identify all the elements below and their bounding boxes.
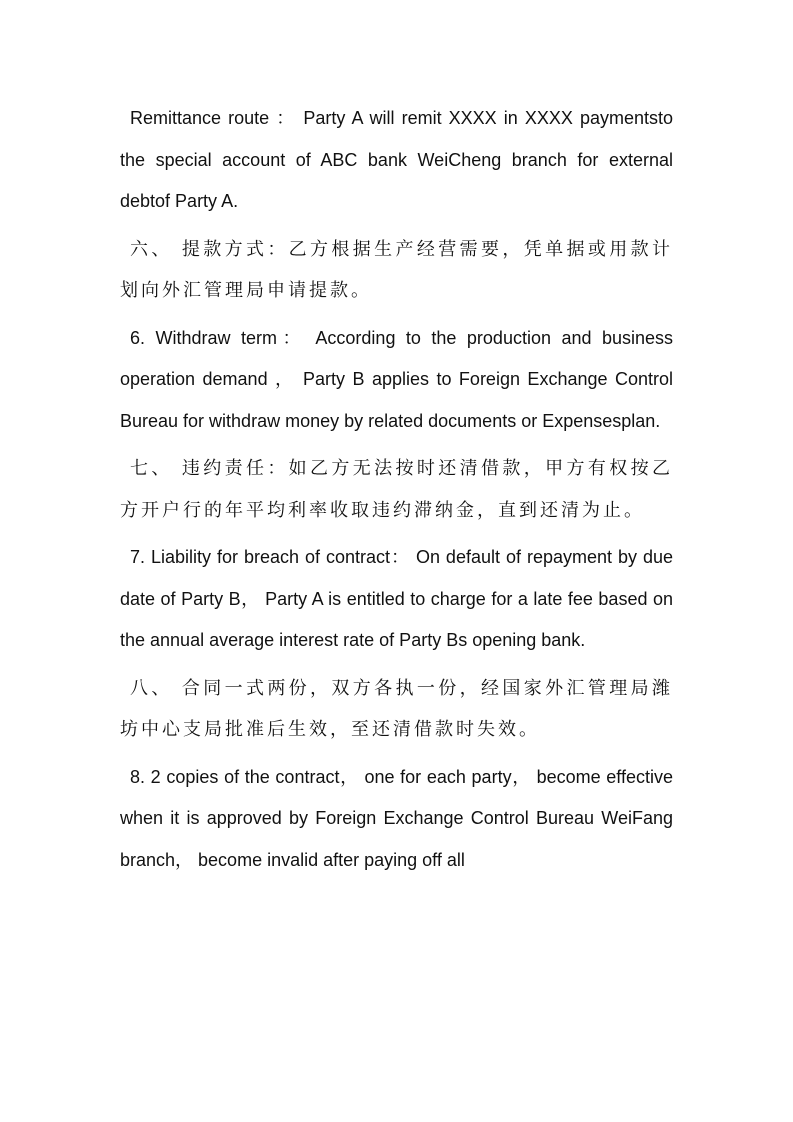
document-page	[120, 98, 673, 887]
contract-copies-paragraph-en: 8. 2 copies of the contract， one for each party， become effective when it is approved by Foreign Exchange Control Bureau WeiFang branch， become invalid after paying off all	[120, 766, 673, 870]
liability-paragraph-zh: 七、 违约责任：如乙方无法按时还清借款，甲方有权按乙方开户行的年平均利率收取违约滞纳金，直到还清为止。	[120, 458, 673, 521]
contract-copies-paragraph-zh: 八、 合同一式两份，双方各执一份，经国家外汇管理局潍坊中心支局批准后生效，至还清借款时失效。	[120, 677, 673, 740]
withdraw-term-paragraph-zh: 六、 提款方式：乙方根据生产经营需要，凭单据或用款计划向外汇管理局申请提款。	[120, 238, 673, 301]
remittance-route-paragraph: Remittance route ： Party A will remit XXXX in XXXX paymentsto the special account of ABC bank WeiCheng branch for external debtof Party A.	[120, 108, 673, 211]
liability-paragraph-en: 7. Liability for breach of contract： On default of repayment by due date of Party B， Party A is entitled to charge for a late fee based on the annual average interest rate of Party Bs opening bank.	[120, 547, 673, 650]
withdraw-term-paragraph-en: 6. Withdraw term： According to the production and business operation demand ， Party B applies to Foreign Exchange Control Bureau for withdraw money by related documents or Expensesplan.	[120, 327, 673, 431]
